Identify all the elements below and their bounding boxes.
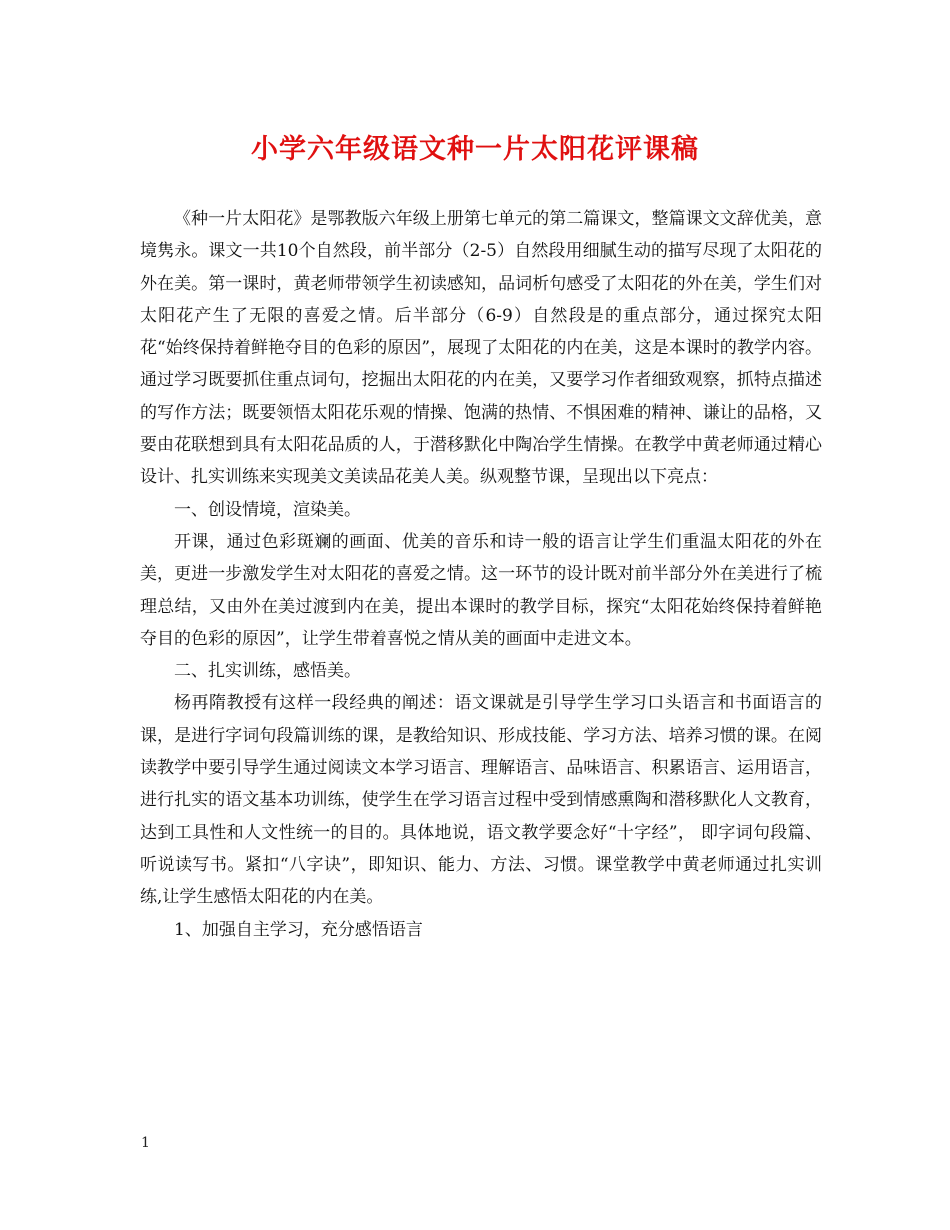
paragraph-section-1: 开课，通过色彩斑斓的画面、优美的音乐和诗一般的语言让学生们重温太阳花的外在美，更进一步激发学生对太阳花的喜爱之情。这一环节的设计既对前半部分外在美进行了梳理总结，又由外在美过渡到内在美，提出本课时的教学目标，探究“太阳花始终保持着鲜艳夺目的色彩的原因”，让学生带着喜悦之情从美的画面中走进文本。: [140, 531, 822, 649]
section-heading-2: 二、扎实训练，感悟美。: [174, 661, 361, 682]
paragraph-intro: 《种一片太阳花》是鄂教版六年级上册第七单元的第二篇课文，整篇课文文辞优美，意境隽永。课文一共10个自然段，前半部分（2-5）自然段用细腻生动的描写尽现了太阳花的外在美。第一课时，黄老师带领学生初读感知，品词析句感受了太阳花的外在美，学生们对太阳花产生了无限的喜爱之情。后半部分（6-9）自然段是的重点部分，通过探究太阳花“始终保持着鲜艳夺目的色彩的原因”，展现了太阳花的内在美，这是本课时的教学内容。通过学习既要抓住重点词句，挖掘出太阳花的内在美，又要学习作者细致观察，抓特点描述的写作方法；既要领悟太阳花乐观的情操、饱满的热情、不惧困难的精神、谦让的品格，又要由花联想到具有太阳花品质的人，于潜移默化中陶冶学生情操。在教学中黄老师通过精心设计、扎实训练来实现美文美读品花美人美。纵观整节课，呈现出以下亮点：: [140, 209, 822, 488]
page-number: 1: [141, 1135, 150, 1151]
section-heading-1: 一、创设情境，渲染美。: [174, 499, 361, 520]
paragraph-section-2: 杨再隋教授有这样一段经典的阐述：语文课就是引导学生学习口头语言和书面语言的课，是进行字词句段篇训练的课，是教给知识、形成技能、学习方法、培养习惯的课。在阅读教学中要引导学生通过阅读文本学习语言、理解语言、品味语言、积累语言、运用语言，进行扎实的语文基本功训练，使学生在学习语言过程中受到情感熏陶和潜移默化人文教育，达到工具性和人文性统一的目的。具体地说，语文教学要念好“十字经”， 即字词句段篇、听说读写书。紧扣“八字诀”，即知识、能力、方法、习惯。课堂教学中黄老师通过扎实训练,让学生感悟太阳花的内在美。: [140, 693, 822, 908]
document-title: 小学六年级语文种一片太阳花评课稿: [251, 134, 699, 165]
document-body: [140, 203, 822, 946]
subsection-heading-1: 1、加强自主学习，充分感悟语言: [174, 919, 423, 940]
